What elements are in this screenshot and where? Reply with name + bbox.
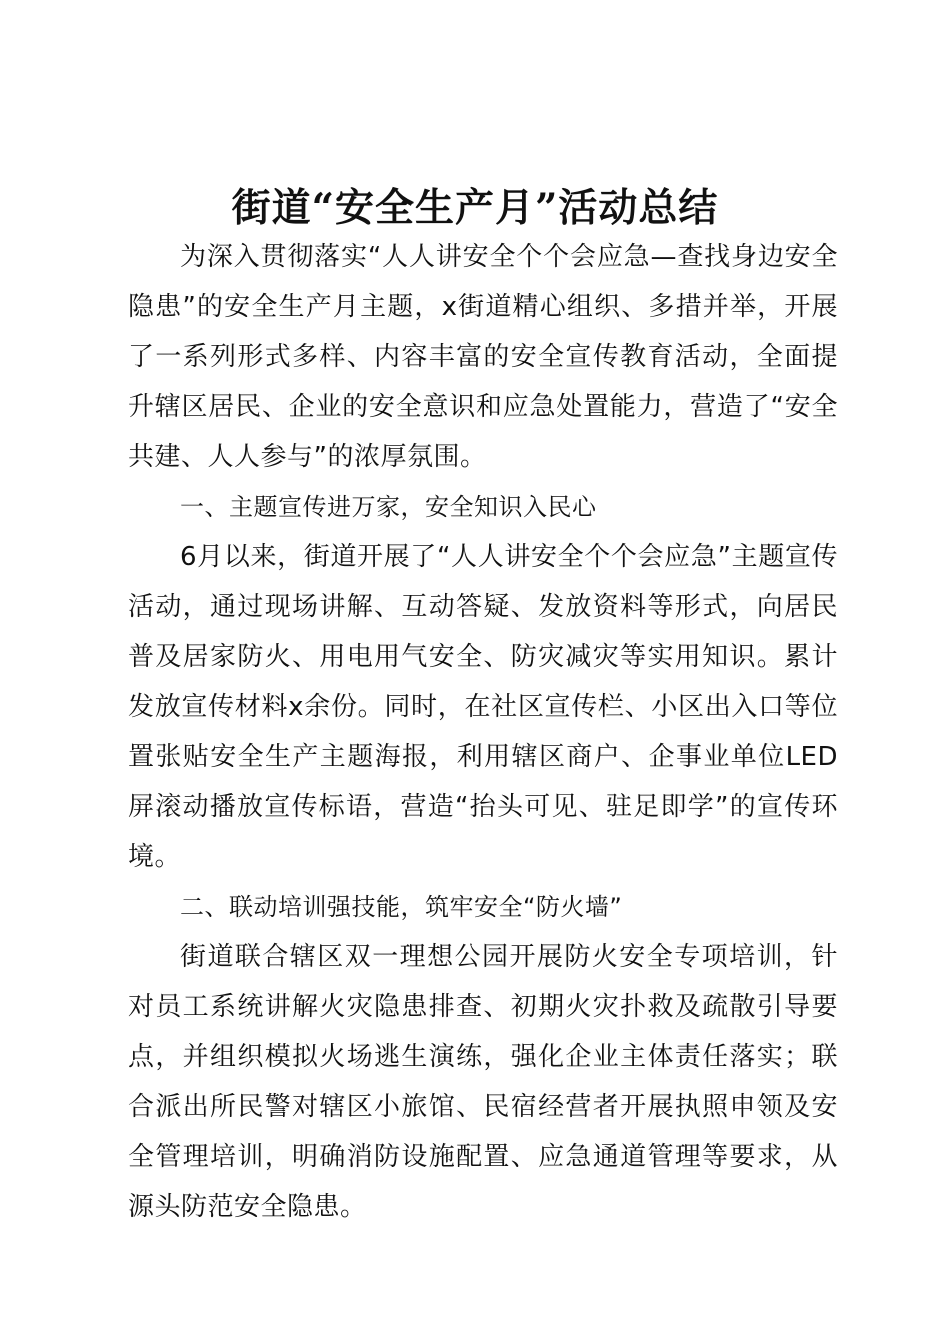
- document-body: [128, 232, 838, 1232]
- intro-paragraph: 为深入贯彻落实“人人讲安全个个会应急—查找身边安全隐患”的安全生产月主题，x街道精心组织、多措并举，开展了一系列形式多样、内容丰富的安全宣传教育活动，全面提升辖区居民、企业的安全意识和应急处置能力，营造了“安全共建、人人参与”的浓厚氛围。: [128, 242, 838, 472]
- section-body-2: 街道联合辖区双一理想公园开展防火安全专项培训，针对员工系统讲解火灾隐患排查、初期火灾扑救及疏散引导要点，并组织模拟火场逃生演练，强化企业主体责任落实；联合派出所民警对辖区小旅馆、民宿经营者开展执照申领及安全管理培训，明确消防设施配置、应急通道管理等要求，从源头防范安全隐患。: [128, 942, 838, 1222]
- section-heading-1: 一、主题宣传进万家，安全知识入民心: [180, 493, 597, 521]
- section-body-1: 6月以来，街道开展了“人人讲安全个个会应急”主题宣传活动，通过现场讲解、互动答疑、发放资料等形式，向居民普及居家防火、用电用气安全、防灾减灾等实用知识。累计发放宣传材料x余份。同时，在社区宣传栏、小区出入口等位置张贴安全生产主题海报，利用辖区商户、企事业单位LED屏滚动播放宣传标语，营造“抬头可见、驻足即学”的宣传环境。: [128, 542, 838, 872]
- section-heading-2: 二、联动培训强技能，筑牢安全“防火墙”: [180, 893, 623, 921]
- document-title: 街道“安全生产月”活动总结: [231, 185, 719, 231]
